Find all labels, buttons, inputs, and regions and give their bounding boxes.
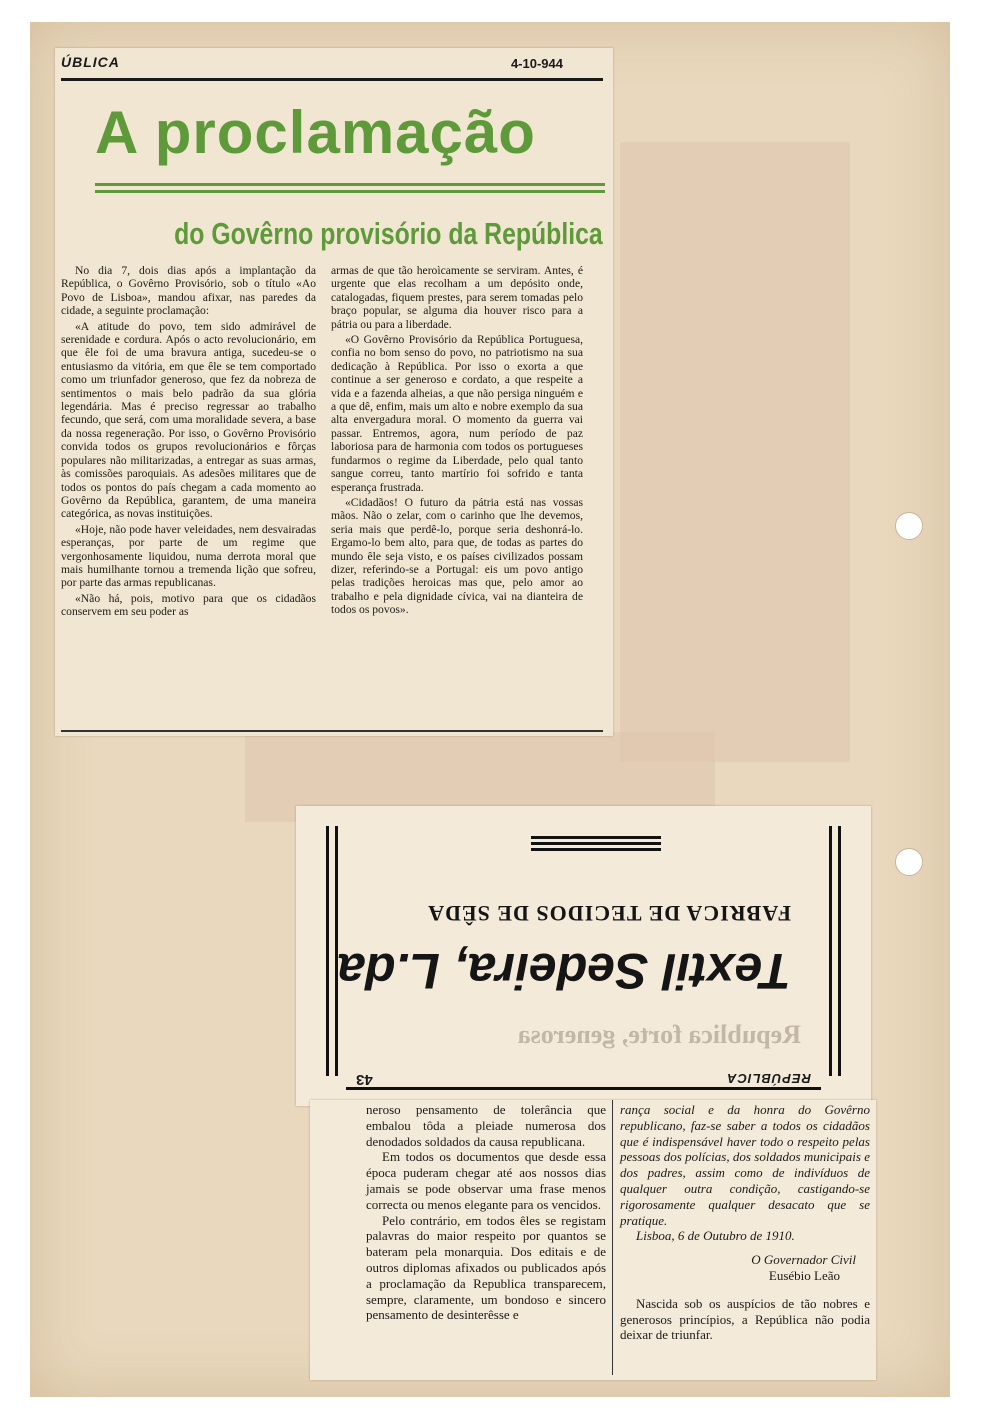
article-title: A proclamação: [95, 99, 536, 166]
advertisement-rotated: [296, 806, 871, 1106]
newspaper-clipping-advertisement: [296, 806, 871, 1106]
punch-hole: [895, 512, 923, 540]
paragraph: No dia 7, dois dias após a implantação da República, o Govêrno Provisório, sob o título «Ao Povo de Lisboa», mandou afixar, nas paredes da cidade, a seguinte proclamação:: [61, 264, 316, 318]
paragraph: «A atitude do povo, tem sido admirável de serenidade e cordura. Após o acto revolucionário, em que êle foi de uma bravura antiga, sucedeu-se o entusiasmo da vitória, em que êle se tem comportado como um triunfador generoso, que fez da nobreza de sentimentos o mais belo padrão da sua glória legendária. Mas é preciso regressar ao trabalho fecundo, que será, com uma moralidade severa, a base da nossa regeneração. Por isso, o Govêrno Provisório convida todos os grupos revolucionários e fôrças populares não militarizadas, a entregar as suas armas, às comissões paroquiais. As adesões militares que de todos os pontos do país chegam a cada momento ao Govêrno da República, garantem, de uma maneira categórica, as novas instituições.: [61, 319, 316, 521]
ad-frame-left: [829, 826, 841, 1076]
paragraph: Em todos os documentos que desde essa época puderam chegar até aos nossos dias jamais se pode observar uma frase menos correcta ou menos elegante para os vencidos.: [366, 1149, 606, 1212]
place-date: Lisboa, 6 de Outubro de 1910.: [636, 1228, 795, 1244]
bleed-through-text: Republica forte, generosa: [517, 1020, 801, 1049]
bottom-rule: [61, 730, 603, 732]
header-rule: [61, 78, 603, 81]
newspaper-name: ÚBLICA: [61, 54, 120, 70]
article-column-right: [620, 1102, 870, 1343]
paragraph: Pelo contrário, em todos êles se registam palavras do maior respeito por quantos se bateram pela monarquia. Dos editais e de outros diplomas afixados ou publicados após a proclamação da Republica transparecem, sempre, claramente, um bondoso e sincero pensamento de desinterêsse e: [366, 1212, 606, 1323]
paragraph: «Cidadãos! O futuro da pátria está nas vossas mãos. Não o zelar, com o carinho que lhe devemos, seria mais que perdê-lo, porque seria deshonrá-lo. Ergamo-lo bem alto, para que, de todas as partes do mundo êle seja visto, e os países civilizados possam dizer, referindo-se a Portugal: eis um povo antigo pelas tradições heroicas mas que, pelo amor ao trabalho e pela dignidade cívica, vai na dianteira de todos os povos».: [331, 495, 583, 617]
company-tagline: FABRICA DE TECIDOS DE SÊDA: [427, 901, 791, 926]
page-number: 43: [356, 1071, 373, 1088]
paragraph: armas de que tão heroìcamente se serviram. Antes, é urgente que elas recolham a um depósito onde, catalogadas, fiquem prestes, para serem tomadas pelo braço popular, se alguma dia houver risco para a pátria ou para a liberdade.: [331, 264, 583, 331]
column-divider: [612, 1100, 613, 1375]
clipping-date: 4-10-944: [510, 56, 563, 71]
newspaper-clipping-proclamation: [55, 48, 613, 736]
article-column-1: [61, 264, 316, 621]
article-column-2: [331, 264, 583, 619]
clipping-header: [61, 52, 603, 82]
ad-bottom-rules: [531, 833, 661, 851]
paragraph: «Hoje, não pode haver veleidades, nem desvairadas esperanças, por parte de um regime que vergonhosamente liquidou, numa derrota moral que mais humilhante tornou a tremenda lição que sofreu, por parte das armas republicanas.: [61, 522, 316, 590]
article-column-left: [366, 1102, 606, 1323]
closing-paragraph: Nascida sob os auspícios de tão nobres e generosos princípios, a República não podia deixar de triunfar.: [620, 1295, 870, 1343]
ghost-show-through: [620, 142, 850, 762]
paragraph: neroso pensamento de tolerância que embalou tôda a pleiade numerosa dos denodados soldados da causa republicana.: [366, 1102, 606, 1149]
newspaper-name: REPÚBLICA: [726, 1071, 811, 1086]
ad-frame-right: [326, 826, 338, 1076]
ad-header-rule: [346, 1087, 821, 1090]
edict-text: rança social e da honra do Govêrno republicano, faz-se saber a todos os cidadãos que é indispensável haver todo o respeito pelas pessoas dos polícias, dos soldados municipais e dos padres, assim como de indivíduos de qualquer outra condição, castigando-se rigorosamente qualquer desacato que se pratique.: [620, 1102, 870, 1228]
company-name: Textil Sedeira, L.da: [337, 943, 791, 999]
article-subtitle: do Govêrno provisório da República: [174, 216, 603, 251]
title-rules: [95, 183, 605, 197]
punch-hole: [895, 848, 923, 876]
paragraph: «Não há, pois, motivo para que os cidadãos conservem em seu poder as: [61, 591, 316, 619]
signature-title: O Governador Civil: [751, 1252, 856, 1268]
signature-name: Eusébio Leão: [768, 1267, 840, 1283]
newspaper-clipping-article: [310, 1100, 876, 1380]
paragraph: «O Govêrno Provisório da República Portuguesa, confia no bom senso do povo, no patriotismo na sua dedicação à República. Por isso o exorta a que continue a ser generoso e cordato, a que respeite a vida e a fazenda alheias, a que não persiga ninguém e a que dê, enfim, mais um alto e nobre exemplo da sua alta envergadura moral. O momento da guerra vai passar. Entremos, agora, num período de paz laboriosa para de harmonia com todos os portugueses fundarmos o regime da Liberdade, pelo qual tanto sangue correu, tanto martírio foi sofrido e tanta esperança frustrada.: [331, 333, 583, 494]
